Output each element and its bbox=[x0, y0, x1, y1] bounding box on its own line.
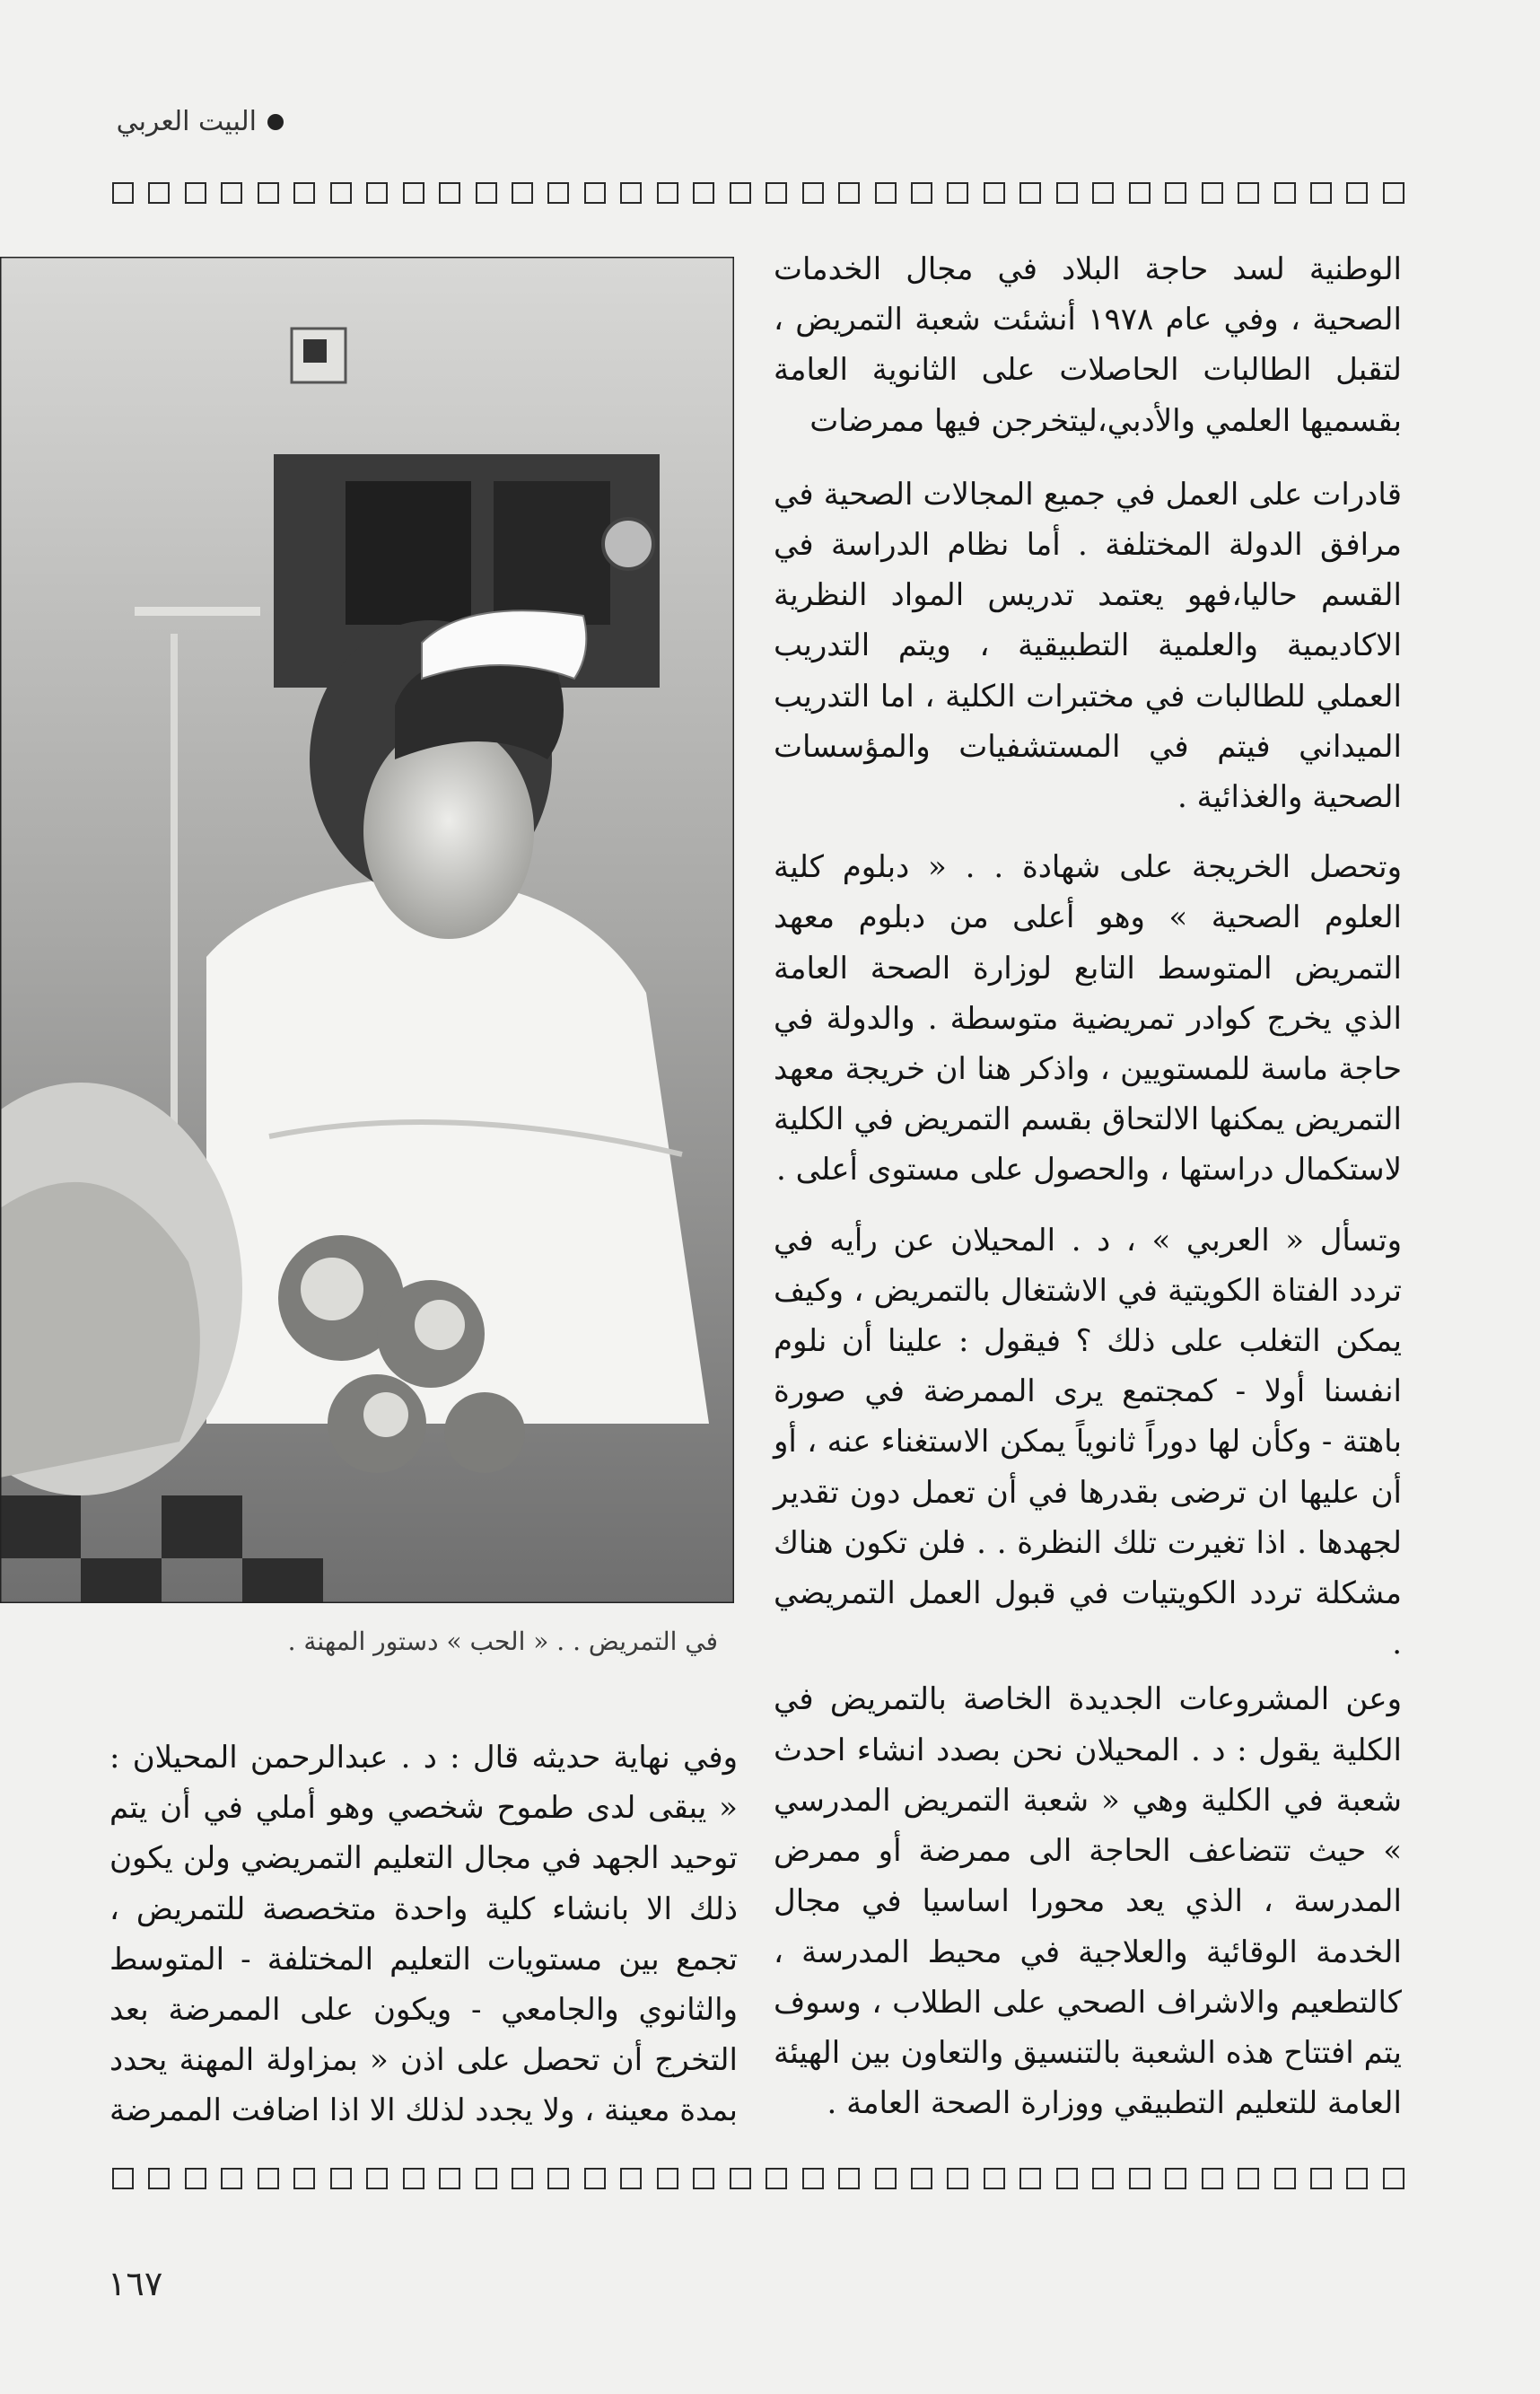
border-square-icon bbox=[1238, 2168, 1259, 2189]
border-square-icon bbox=[1092, 182, 1114, 204]
border-square-icon bbox=[1056, 182, 1078, 204]
paragraph-closing: وفي نهاية حديثه قال : د . عبدالرحمن المحيلان : « يبقى لدى طموح شخصي وهو أملي في أن يتم توحيد الجهد في مجال التعليم التمريضي ولن يكون ذلك الا بانشاء كلية واحدة متخصصة للتمريض ، تجمع بين مستويات التعليم المختلفة - المتوسط والثانوي والجامعي - ويكون على الممرضة بعد التخرج أن تحصل على اذن « بمزاولة المهنة يحدد بمدة معينة ، ولا يجدد لذلك الا اذا اضافت الممرضة bbox=[109, 1740, 739, 2129]
border-square-icon bbox=[1019, 182, 1041, 204]
border-square-icon bbox=[875, 182, 897, 204]
border-square-icon bbox=[766, 182, 787, 204]
border-square-icon bbox=[403, 182, 424, 204]
border-square-icon bbox=[1019, 2168, 1041, 2189]
border-square-icon bbox=[439, 182, 460, 204]
border-square-icon bbox=[584, 182, 606, 204]
border-square-icon bbox=[1383, 182, 1404, 204]
border-square-icon bbox=[112, 182, 134, 204]
paragraph-4: وتسأل « العربي » ، د . المحيلان عن رأيه في تردد الفتاة الكويتية في الاشتغال بالتمريض ، وكيف يمكن التغلب على ذلك ؟ فيقول : علينا أن نلوم انفسنا أولا - كمجتمع يرى الممرضة في صورة باهتة - وكأن لها دوراً ثانوياً يمكن الاستغناء عنه ، أو أن عليها ان ترضى بقدرها في أن تعمل دون تقدير لجهدها . اذا تغيرت تلك النظرة . . فلن تكون هناك مشكلة تردد الكويتيات في قبول العمل التمريضي . bbox=[774, 1222, 1402, 1662]
border-square-icon bbox=[1346, 182, 1368, 204]
border-square-icon bbox=[911, 182, 932, 204]
border-square-icon bbox=[512, 182, 533, 204]
paragraph-3: وتحصل الخريجة على شهادة . . « دبلوم كلية العلوم الصحية » وهو أعلى من دبلوم معهد التمريض المتوسط التابع لوزارة الصحة العامة الذي يخرج كوادر تمريضية متوسطة . والدولة في حاجة ماسة للمستويين ، واذكر هنا ان خريجة معهد التمريض يمكنها الالتحاق بقسم التمريض في الكلية لاستكمال دراستها ، والحصول على مستوى أعلى . bbox=[774, 849, 1402, 1188]
border-square-icon bbox=[293, 182, 315, 204]
border-square-icon bbox=[185, 2168, 206, 2189]
border-square-icon bbox=[657, 182, 678, 204]
left-text-column bbox=[109, 1732, 738, 2136]
border-square-icon bbox=[330, 182, 352, 204]
running-head bbox=[86, 106, 284, 137]
border-square-icon bbox=[148, 2168, 170, 2189]
border-square-icon bbox=[221, 182, 242, 204]
border-square-icon bbox=[838, 2168, 860, 2189]
nurse-photo bbox=[0, 257, 734, 1603]
right-text-column bbox=[774, 244, 1402, 2128]
border-square-icon bbox=[185, 182, 206, 204]
border-square-icon bbox=[911, 2168, 932, 2189]
border-square-icon bbox=[620, 182, 642, 204]
border-square-icon bbox=[766, 2168, 787, 2189]
paragraph-5: وعن المشروعات الجديدة الخاصة بالتمريض في الكلية يقول : د . المحيلان نحن بصدد انشاء احدث شعبة في الكلية وهي « شعبة التمريض المدرسي » حيث تتضاعف الحاجة الى ممرضة أو ممرض المدرسة ، الذي يعد محورا اساسيا في مجال الخدمة الوقائية والعلاجية في محيط المدرسة ، كالتطعيم والاشراف الصحي على الطلاب ، وسوف يتم افتتاح هذه الشعبة بالتنسيق والتعاون بين الهيئة العامة للتعليم التطبيقي ووزارة الصحة العامة . bbox=[774, 1681, 1402, 2122]
border-square-icon bbox=[730, 182, 751, 204]
border-square-icon bbox=[1238, 182, 1259, 204]
border-square-icon bbox=[148, 182, 170, 204]
border-square-icon bbox=[1129, 2168, 1151, 2189]
border-square-icon bbox=[258, 2168, 279, 2189]
border-square-icon bbox=[439, 2168, 460, 2189]
running-title: البيت العربي bbox=[116, 106, 257, 137]
border-square-icon bbox=[875, 2168, 897, 2189]
page-number: ١٦٧ bbox=[108, 2264, 163, 2303]
paragraph-2: قادرات على العمل في جميع المجالات الصحية في مرافق الدولة المختلفة . أما نظام الدراسة في القسم حاليا،فهو يعتمد تدريس المواد النظرية الاكاديمية والعلمية التطبيقية ، ويتم التدريب العملي للطالبات في مختبرات الكلية ، اما التدريب الميداني فيتم في المستشفيات والمؤسسات الصحية والغذائية . bbox=[774, 476, 1402, 816]
border-square-icon bbox=[984, 2168, 1005, 2189]
border-square-icon bbox=[802, 2168, 824, 2189]
border-square-icon bbox=[947, 182, 968, 204]
photo-caption: في التمريض . . « الحب » دستور المهنة . bbox=[287, 1627, 718, 1656]
border-square-icon bbox=[1202, 182, 1223, 204]
border-square-icon bbox=[802, 182, 824, 204]
border-square-icon bbox=[584, 2168, 606, 2189]
border-square-icon bbox=[1056, 2168, 1078, 2189]
border-square-icon bbox=[1165, 182, 1186, 204]
border-square-icon bbox=[838, 182, 860, 204]
border-square-icon bbox=[366, 2168, 388, 2189]
paragraph-1: الوطنية لسد حاجة البلاد في مجال الخدمات الصحية ، وفي عام ١٩٧٨ أنشئت شعبة التمريض ، لتقبل الطالبات الحاصلات على الثانوية العامة بقسميها العلمي والأدبي،ليتخرجن فيها ممرضات bbox=[774, 251, 1402, 439]
border-square-icon bbox=[547, 2168, 569, 2189]
border-square-icon bbox=[693, 2168, 714, 2189]
border-square-icon bbox=[1129, 182, 1151, 204]
border-square-icon bbox=[1165, 2168, 1186, 2189]
border-square-icon bbox=[1310, 2168, 1332, 2189]
border-square-icon bbox=[112, 2168, 134, 2189]
border-square-icon bbox=[476, 182, 497, 204]
border-square-icon bbox=[258, 182, 279, 204]
border-square-icon bbox=[330, 2168, 352, 2189]
border-square-icon bbox=[293, 2168, 315, 2189]
decorative-box-border-top bbox=[112, 180, 1404, 206]
border-square-icon bbox=[366, 182, 388, 204]
border-square-icon bbox=[657, 2168, 678, 2189]
border-square-icon bbox=[1274, 182, 1296, 204]
border-square-icon bbox=[947, 2168, 968, 2189]
border-square-icon bbox=[221, 2168, 242, 2189]
border-square-icon bbox=[1092, 2168, 1114, 2189]
border-square-icon bbox=[512, 2168, 533, 2189]
border-square-icon bbox=[984, 182, 1005, 204]
border-square-icon bbox=[1202, 2168, 1223, 2189]
decorative-box-border-bottom bbox=[112, 2165, 1404, 2192]
border-square-icon bbox=[476, 2168, 497, 2189]
border-square-icon bbox=[547, 182, 569, 204]
border-square-icon bbox=[693, 182, 714, 204]
border-square-icon bbox=[1274, 2168, 1296, 2189]
border-square-icon bbox=[1383, 2168, 1404, 2189]
border-square-icon bbox=[1310, 182, 1332, 204]
border-square-icon bbox=[730, 2168, 751, 2189]
bullet-icon bbox=[267, 114, 284, 130]
border-square-icon bbox=[1346, 2168, 1368, 2189]
border-square-icon bbox=[403, 2168, 424, 2189]
border-square-icon bbox=[620, 2168, 642, 2189]
